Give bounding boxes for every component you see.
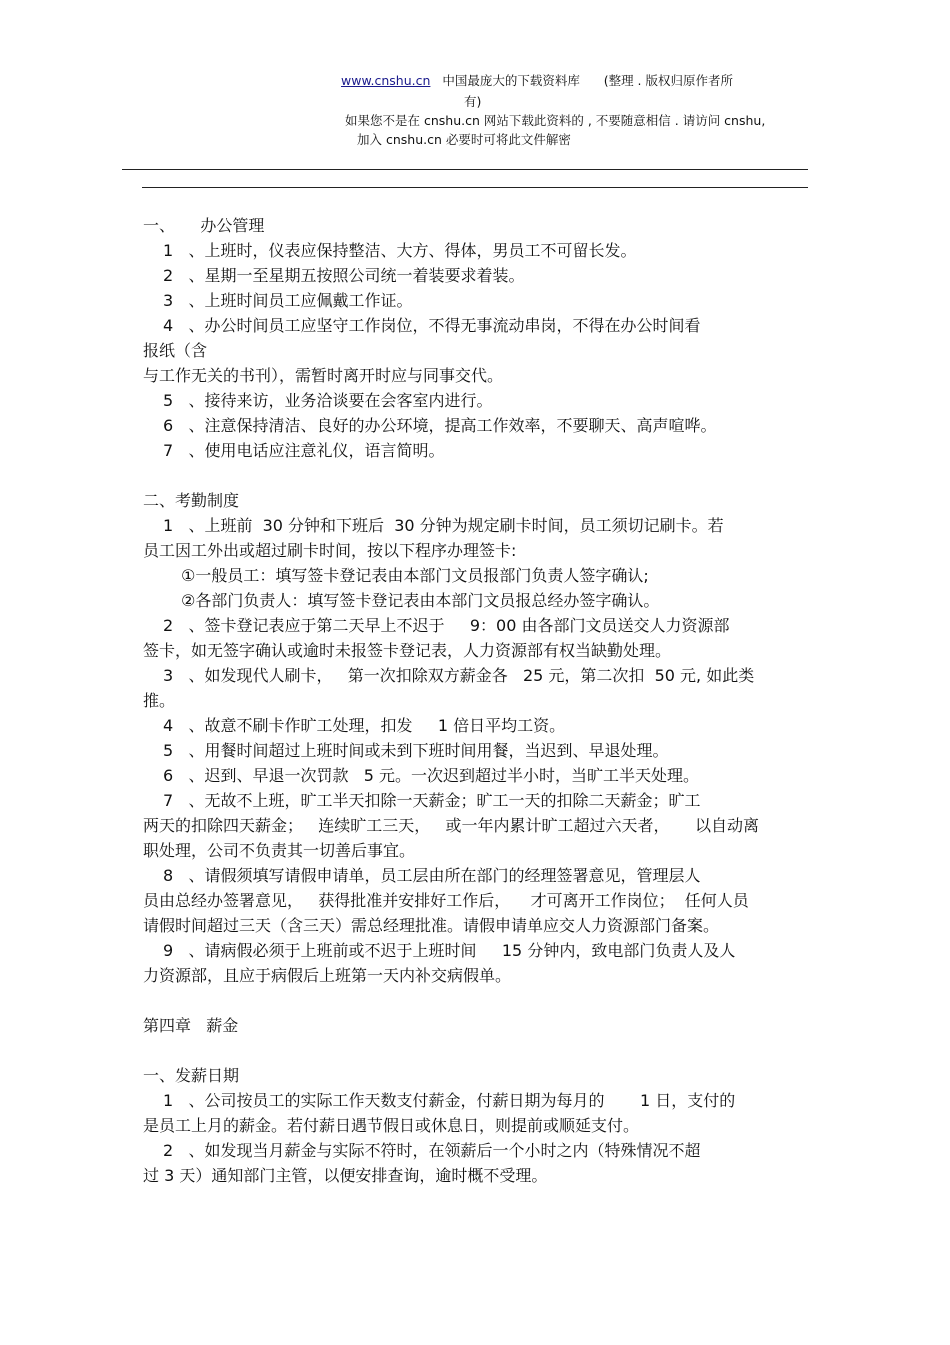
header-line-1 [341, 72, 733, 90]
body-line: 3 、如发现代人刷卡， 第一次扣除双方薪金各 25 元，第二次扣 50 元, 如此类 [163, 666, 755, 685]
body-line: 2 、星期一至星期五按照公司统一着装要求着装。 [163, 266, 525, 285]
section-heading-payday: 一、发薪日期 [143, 1066, 240, 1085]
body-line: 8 、请假须填写请假申请单，员工层由所在部门的经理签署意见，管理层人 [163, 866, 701, 885]
body-line: 报纸（含 [143, 341, 208, 360]
site-tagline: 中国最庞大的下载资料库 [442, 73, 580, 88]
chapter-heading-salary: 第四章 薪金 [143, 1016, 239, 1035]
section-heading-attendance: 二、考勤制度 [143, 491, 240, 510]
divider-bottom [142, 187, 808, 188]
body-line: 员由总经办签署意见， 获得批准并安排好工作后， 才可离开工作岗位； 任何人员 [143, 891, 749, 910]
body-line: 请假时间超过三天（含三天）需总经理批准。请假申请单应交人力资源部门备案。 [143, 916, 720, 935]
body-line: 签卡，如无签字确认或逾时未报签卡登记表，人力资源部有权当缺勤处理。 [143, 641, 672, 660]
section-heading-office: 一、 办公管理 [143, 216, 265, 235]
body-line: 推。 [143, 691, 176, 710]
body-line: 1 、公司按员工的实际工作天数支付薪金，付薪日期为每月的 1 日，支付的 [163, 1091, 736, 1110]
body-line: 2 、如发现当月薪金与实际不符时，在领薪后一个小时之内（特殊情况不超 [163, 1141, 701, 1160]
body-line: 4 、办公时间员工应坚守工作岗位，不得无事流动串岗，不得在办公时间看 [163, 316, 701, 335]
body-line: 6 、迟到、早退一次罚款 5 元。一次迟到超过半小时，当旷工半天处理。 [163, 766, 699, 785]
body-line: 9 、请病假必须于上班前或不迟于上班时间 15 分钟内，致电部门负责人及人 [163, 941, 736, 960]
body-line: 5 、接待来访，业务洽谈要在会客室内进行。 [163, 391, 493, 410]
body-line: ②各部门负责人：填写签卡登记表由本部门文员报总经办签字确认。 [181, 591, 660, 610]
site-link[interactable]: www.cnshu.cn [341, 73, 431, 88]
body-line: 2 、签卡登记表应于第二天早上不迟于 9：00 由各部门文员送交人力资源部 [163, 616, 730, 635]
body-line: 6 、注意保持清洁、良好的办公环境，提高工作效率，不要聊天、高声喧哗。 [163, 416, 717, 435]
header-line-2: 有) [464, 94, 482, 109]
body-line: 1 、上班前 30 分钟和下班后 30 分钟为规定刷卡时间，员工须切记刷卡。若 [163, 516, 724, 535]
body-line: 3 、上班时间员工应佩戴工作证。 [163, 291, 413, 310]
body-line: 7 、使用电话应注意礼仪，语言简明。 [163, 441, 445, 460]
body-line: 两天的扣除四天薪金； 连续旷工三天， 或一年内累计旷工超过六天者， 以自动离 [143, 816, 759, 835]
header-line-3: 如果您不是在 cnshu.cn 网站下载此资料的 , 不要随意相信 . 请访问 cnshu, [345, 113, 766, 128]
body-line: 是员工上月的薪金。若付薪日遇节假日或休息日，则提前或顺延支付。 [143, 1116, 640, 1135]
body-line: 1 、上班时，仪表应保持整洁、大方、得体，男员工不可留长发。 [163, 241, 637, 260]
body-line: ①一般员工：填写签卡登记表由本部门文员报部门负责人签字确认; [181, 566, 649, 585]
body-line: 5 、用餐时间超过上班时间或未到下班时间用餐，当迟到、早退处理。 [163, 741, 669, 760]
body-line: 4 、故意不刷卡作旷工处理，扣发 1 倍日平均工资。 [163, 716, 566, 735]
body-line: 力资源部，且应于病假后上班第一天内补交病假单。 [143, 966, 512, 985]
divider-top [122, 169, 808, 170]
body-line: 职处理，公司不负责其一切善后事宜。 [143, 841, 416, 860]
body-line: 与工作无关的书刊），需暂时离开时应与同事交代。 [143, 366, 504, 385]
body-line: 7 、无故不上班，旷工半天扣除一天薪金；旷工一天的扣除二天薪金；旷工 [163, 791, 701, 810]
header-line-4: 加入 cnshu.cn 必要时可将此文件解密 [357, 132, 571, 147]
body-line: 过 3 天）通知部门主管，以便安排查询，逾时概不受理。 [143, 1166, 548, 1185]
body-line: 员工因工外出或超过刷卡时间，按以下程序办理签卡: [143, 541, 517, 560]
copyright-note: (整理 . 版权归原作者所 [603, 73, 734, 88]
